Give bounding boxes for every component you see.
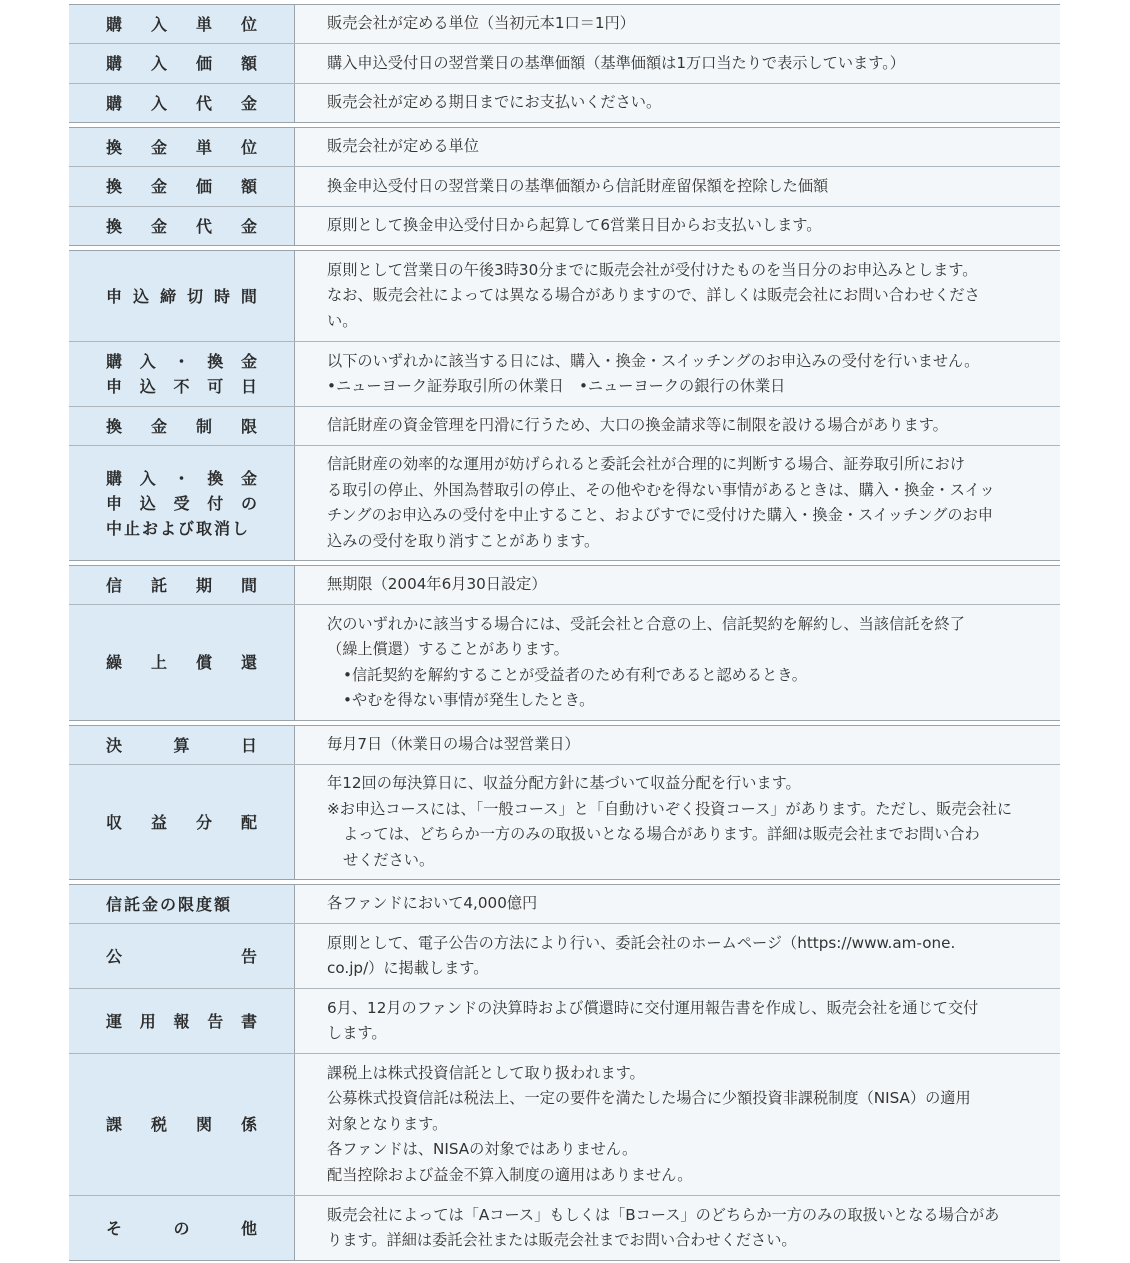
row-label [69,5,295,43]
row-value-line: 販売会社が定める単位 [327,137,479,156]
row-value-line: 以下のいずれかに該当する日には、購入・換金・スイッチングのお申込みの受付を行いません。 [327,351,980,370]
row-label-char: 課 [106,1115,123,1134]
row-label-char: 換 [106,137,123,157]
row-label-char: 入 [139,352,156,371]
row-value-line: 6月、12月のファンドの決算時および償還時に交付運用報告書を作成し、販売会社を通じて交付 [327,998,979,1017]
table-row [69,5,1060,43]
row-value-line: •ニューヨーク証券取引所の休業日 •ニューヨークの銀行の休業日 [327,377,786,395]
row-label-char: 日 [240,735,257,755]
row-label-line [106,892,257,917]
row-value-line: 信託財産の資金管理を円滑に行うため、大口の換金請求等に制限を設ける場合があります。 [327,416,948,435]
row-label-char: 購 [106,14,123,34]
row-label-char: 書 [240,1011,257,1031]
table-row [69,166,1060,206]
row-label-char: 価 [195,54,212,73]
row-value-line: 購入申込受付日の翌営業日の基準価額（基準価額は1万口当たりで表示しています。） [327,53,905,72]
row-value-line: 対象となります。 [327,1114,448,1133]
row-label-char: 信託金の限度額 [106,894,233,914]
row-label-char: 切 [186,286,203,306]
row-label-char: 入 [150,54,167,73]
row-value [295,885,1060,923]
row-label-char: 税 [150,1115,167,1134]
row-label-line [106,573,257,598]
row-label-char: 購 [106,468,123,488]
row-label-line [106,214,257,239]
row-label-char: 込 [139,493,156,513]
row-value [295,726,1060,764]
row-value [295,84,1060,122]
row-value-line: 販売会社によっては「Aコース」もしくは「Bコース」のどちらか一方のみの取扱いとなる場合があ [327,1205,1000,1224]
row-label-char: 信 [106,575,123,595]
row-value-line: （繰上償還）することがあります。 [327,640,569,658]
table-row [69,43,1060,83]
row-label-char: そ [106,1218,123,1238]
table-section [69,884,1060,1261]
row-label-char: 上 [150,653,167,672]
row-label-char: 金 [240,468,257,488]
row-label-line [106,174,257,199]
row-label-char: 申 [106,377,123,396]
row-label-char: 代 [195,93,212,113]
row-label-char: 償 [195,653,212,672]
row-label-char: 間 [240,575,257,595]
row-label-char: 時 [213,286,230,306]
row-label-char: 換 [106,416,123,436]
row-value-line: 無期限（2004年6月30日設定） [327,575,547,594]
row-value-line: •やむを得ない事情が発生したとき。 [343,691,595,709]
row-value [295,989,1060,1053]
table-section [69,250,1060,561]
table-row [69,988,1060,1053]
row-label-char: ・ [173,468,190,488]
row-value-line: •信託契約を解約することが受益者のため有利であると認めるとき。 [343,665,807,684]
row-label [69,989,295,1053]
row-label-line [106,1112,257,1137]
row-label-char: 申 [106,493,123,513]
table-row [69,128,1060,166]
row-label-char: 購 [106,54,123,73]
table-row [69,445,1060,560]
row-label-char: 位 [240,14,257,34]
row-label-char: 金 [240,216,257,236]
fund-terms-table [69,4,1060,1261]
row-value-line: 毎月7日（休業日の場合は翌営業日） [327,735,580,754]
row-label [69,885,295,923]
row-label-char: 金 [240,93,257,113]
row-label-char: 告 [240,946,257,966]
row-value-line: る取引の停止、外国為替取引の停止、その他やむを得ない事情があるときは、購入・換金・スイッ [327,480,995,499]
row-label-char: 額 [240,177,257,196]
row-value-line: 販売会社が定める単位（当初元本1口＝1円） [327,14,635,33]
row-label-char: 購 [106,93,123,113]
row-value-line: 販売会社が定める期日までにお支払いください。 [327,93,662,112]
row-label [69,128,295,166]
row-value-line: 換金申込受付日の翌営業日の基準価額から信託財産留保額を控除した価額 [327,176,829,195]
row-label-char: 金 [150,137,167,157]
row-label-char: 運 [106,1011,123,1031]
row-label-char: 入 [139,468,156,488]
table-section [69,127,1060,246]
row-label-char: 配 [240,812,257,832]
row-label [69,566,295,604]
row-label-char: 用 [139,1011,156,1031]
row-value-line: よっては、どちらか一方のみの取扱いとなる場合があります。詳細は販売会社までお問い合わ [343,825,980,843]
row-value [295,605,1060,720]
row-label-line [106,1216,257,1241]
row-label [69,605,295,720]
row-label-char: 込 [132,286,149,306]
row-value [295,446,1060,560]
row-label-char: 購 [106,352,123,371]
row-label-char: 分 [195,812,212,832]
table-section [69,725,1060,880]
row-label [69,84,295,122]
row-label-char: 締 [159,286,176,306]
row-label-char: 入 [150,14,167,34]
table-section [69,565,1060,721]
table-row [69,1053,1060,1195]
row-label [69,44,295,83]
row-label [69,342,295,406]
row-label-char: 関 [195,1115,212,1134]
row-label-line [106,12,257,37]
row-label-line [106,650,257,675]
row-label-line [106,374,257,399]
row-label-char: 換 [106,177,123,196]
row-label-char: 額 [240,54,257,73]
row-label-char: 単 [195,14,212,34]
row-value-line: ります。詳細は委託会社または販売会社までお問い合わせください。 [327,1231,797,1249]
row-label-line [106,733,257,758]
row-label-char: 金 [150,177,167,196]
row-value-line: ※お申込コースには、「一般コース」と「自動けいぞく投資コース」があります。ただし、販売会社に [327,799,1013,818]
row-label-char: 期 [195,575,212,595]
row-value-line: 各ファンドは、NISAの対象ではありません。 [327,1140,638,1159]
row-label [69,207,295,245]
row-label-char: 代 [195,216,212,236]
row-label-char: 単 [195,137,212,157]
row-label-char: 不 [173,377,190,396]
row-label-char: 決 [106,735,123,755]
row-label-char: 公 [106,946,123,966]
table-row [69,923,1060,988]
row-label-line [106,466,257,491]
row-label-char: 報 [173,1011,190,1031]
row-label-char: 限 [240,416,257,436]
row-value-line: 信託財産の効率的な運用が妨げられると委託会社が合理的に判断する場合、証券取引所におけ [327,455,965,473]
row-value [295,207,1060,245]
table-row [69,726,1060,764]
row-label-char: 益 [150,812,167,832]
row-value [295,342,1060,406]
row-label [69,251,295,341]
row-label-line [106,1009,257,1034]
row-label-char: 繰 [106,653,123,672]
row-label-line [106,91,257,116]
row-label-char: 中止および取消し [106,518,251,538]
row-label [69,765,295,879]
row-label-char: 制 [195,416,212,436]
row-value-line: します。 [327,1024,387,1042]
table-row [69,251,1060,341]
row-label-char: 込 [139,377,156,396]
row-label [69,167,295,206]
row-label-char: 係 [240,1115,257,1134]
row-value-line: 原則として換金申込受付日から起算して6営業日目からお支払いします。 [327,216,822,235]
row-value [295,167,1060,206]
row-value-line: 配当控除および益金不算入制度の適用はありません。 [327,1165,693,1184]
row-value-line: 込みの受付を取り消すことがあります。 [327,531,600,550]
row-label-line [106,284,257,309]
row-value-line: 課税上は株式投資信託として取り扱われます。 [327,1063,645,1082]
table-row [69,1195,1060,1260]
row-label [69,726,295,764]
row-label-line [106,349,257,374]
row-label-line [106,135,257,160]
row-label [69,407,295,445]
row-label-line [106,491,257,516]
row-label [69,1054,295,1195]
row-label-char: 換 [106,216,123,236]
row-label-char: 他 [240,1218,257,1238]
row-value-line: なお、販売会社によっては異なる場合がありますので、詳しくは販売会社にお問い合わせくださ [327,286,980,305]
row-value-line: 次のいずれかに該当する場合には、受託会社と合意の上、信託契約を解約し、当該信託を終了 [327,614,965,633]
row-value [295,765,1060,879]
row-value [295,1054,1060,1195]
table-row [69,206,1060,245]
row-value [295,5,1060,43]
table-row [69,566,1060,604]
row-value [295,128,1060,166]
table-row [69,341,1060,406]
row-label-char: 価 [195,177,212,196]
table-row [69,406,1060,445]
table-row [69,764,1060,879]
row-value [295,44,1060,83]
row-value [295,1196,1060,1260]
row-label-char: 還 [240,653,257,672]
row-label [69,446,295,560]
table-section [69,4,1060,123]
row-label-char: 収 [106,812,123,832]
row-value-line: チングのお申込みの受付を中止すること、およびすでに受付けた購入・換金・スイッチングのお申 [327,506,993,524]
row-label-char: 金 [150,216,167,236]
row-value [295,924,1060,988]
row-label-char: 受 [173,493,190,513]
row-label-char: 託 [150,575,167,595]
row-label-char: 算 [173,735,190,755]
row-label-char: 換 [207,468,224,488]
row-value-line: 各ファンドにおいて4,000億円 [327,894,538,913]
row-label-char: 金 [150,416,167,436]
row-label-char: 金 [240,352,257,371]
row-label-line [106,51,257,76]
row-label-line [106,810,257,835]
row-label-char: 付 [207,493,224,513]
row-label-char: の [240,493,257,513]
row-label-char: の [173,1218,190,1238]
row-value-line: い。 [327,311,358,330]
row-value-line: 原則として営業日の午後3時30分までに販売会社が受付けたものを当日分のお申込みとします。 [327,260,978,279]
row-value-line: せください。 [343,850,435,869]
table-row [69,885,1060,923]
table-row [69,83,1060,122]
row-label-line [106,944,257,969]
row-value [295,407,1060,445]
row-value-line: co.jp/）に掲載します。 [327,959,489,977]
row-value-line: 年12回の毎決算日に、収益分配方針に基づいて収益分配を行います。 [327,774,801,792]
row-label-char: 間 [240,286,257,306]
row-value-line: 公募株式投資信託は税法上、一定の要件を満たした場合に少額投資非課税制度（NISA）の適用 [327,1089,971,1108]
row-label-char: 位 [240,137,257,157]
row-label-line [106,414,257,439]
row-label-line [106,516,257,541]
row-label-char: 可 [207,377,224,396]
row-label-char: 日 [240,377,257,396]
row-value [295,251,1060,341]
table-row [69,604,1060,720]
row-value [295,566,1060,604]
row-label-char: 告 [207,1011,224,1031]
row-label-char: 申 [106,286,123,306]
row-label-char: ・ [173,352,190,371]
row-label [69,1196,295,1260]
row-label-char: 換 [207,352,224,371]
row-label-char: 入 [150,93,167,113]
row-label [69,924,295,988]
row-value-line: 原則として、電子公告の方法により行い、委託会社のホームページ（https://www.am-one. [327,933,956,952]
